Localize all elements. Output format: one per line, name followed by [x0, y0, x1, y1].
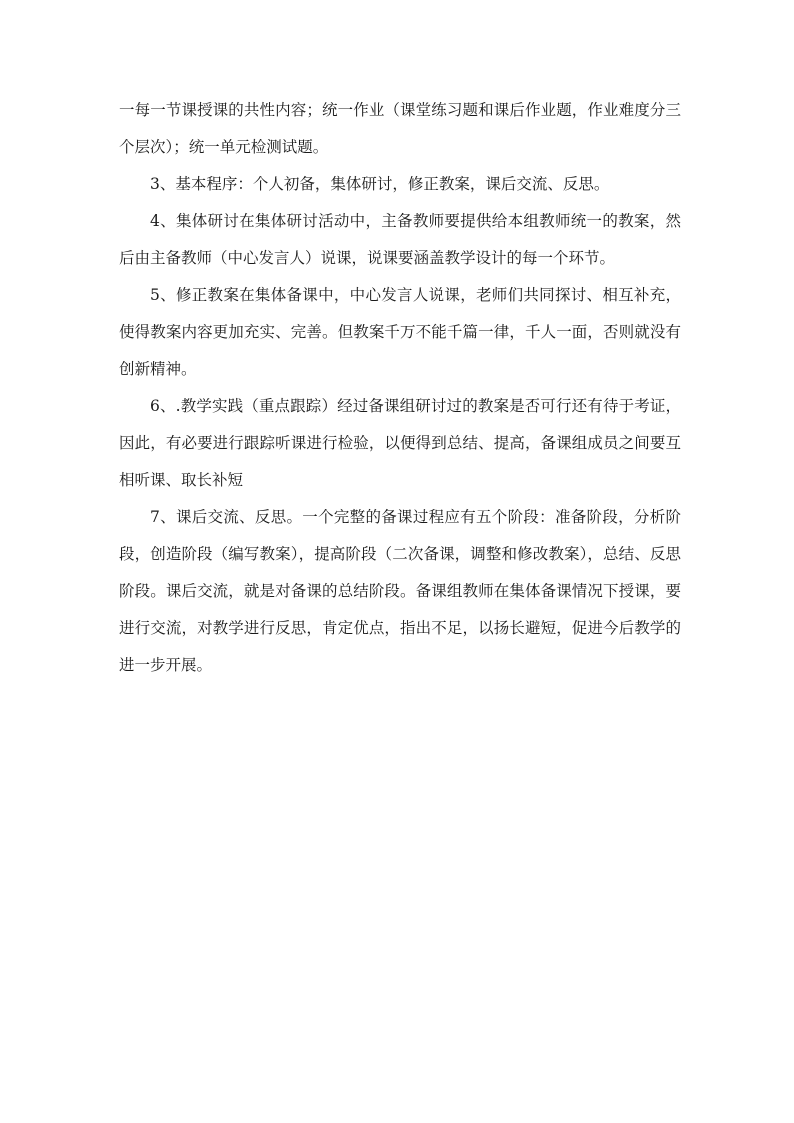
paragraph-basic-procedure: 3、基本程序：个人初备，集体研讨，修正教案，课后交流、反思。 — [150, 175, 610, 193]
paragraph-teaching-practice: 6、.教学实践（重点跟踪）经过备课组研讨过的教案是否可行还有待于考证，因此，有必要进行跟踪听课进行检验，以便得到总结、提高，备课组成员之间要互相听课、取长补短 — [119, 397, 681, 489]
document-body — [119, 92, 681, 684]
paragraph-revise-lesson-plan: 5、修正教案在集体备课中，中心发言人说课，老师们共同探讨、相互补充，使得教案内容更加充实、完善。但教案千万不能千篇一律，千人一面，否则就没有创新精神。 — [119, 286, 681, 378]
paragraph-exchange-reflection: 7、课后交流、反思。一个完整的备课过程应有五个阶段：准备阶段，分析阶段，创造阶段（编写教案），提高阶段（二次备课，调整和修改教案），总结、反思阶段。课后交流，就是对备课的总结阶段。备课组教师在集体备课情况下授课，要进行交流，对教学进行反思，肯定优点，指出不足，以扬长避短，促进今后教学的进一步开展。 — [119, 508, 681, 674]
paragraph-continued: 一每一节课授课的共性内容；统一作业（课堂练习题和课后作业题，作业难度分三个层次）；统一单元检测试题。 — [119, 101, 681, 156]
paragraph-collective-discussion: 4、集体研讨在集体研讨活动中，主备教师要提供给本组教师统一的教案，然后由主备教师（中心发言人）说课，说课要涵盖教学设计的每一个环节。 — [119, 212, 681, 267]
